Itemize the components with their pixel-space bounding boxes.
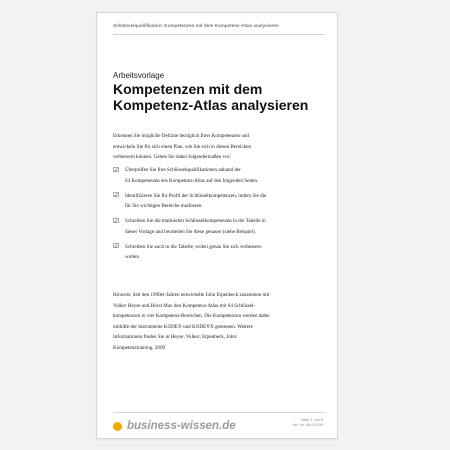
checklist-line: Schreiben Sie auch in die Tabelle, wobei genau Sie sich verbessern: [125, 243, 262, 250]
checklist: [113, 165, 319, 263]
checklist-item: [113, 242, 319, 263]
checked-box-icon: ☑: [113, 242, 120, 251]
hint-line: Volker Heyse und Horst Max den Kompetenz-Atlas mit 64 Schlüssel-: [113, 302, 256, 309]
hint-line: mithilfe der Instrumente KODE® und KODE®X gemessen. Weitere: [113, 323, 253, 330]
title-line: Kompetenzen mit dem: [113, 81, 263, 97]
intro-paragraph: [113, 131, 319, 163]
hint-line: Hinweis: Seit den 1990er-Jahren entwickelte John Erpenbeck zusammen mit: [113, 292, 270, 298]
document-kicker: Arbeitsvorlage: [113, 71, 165, 80]
checklist-item-text: [125, 191, 266, 212]
checklist-item-text: [125, 242, 262, 263]
page-number: Seite 1 von 6: [300, 418, 323, 422]
intro-line: Erkennen Sie mögliche Defizite bezüglich Ihrer Kompetenzen und: [113, 133, 249, 139]
checked-box-icon: ☑: [113, 216, 120, 225]
checklist-line: 64 Kompetenzen des Kompetenz-Atlas auf den folgenden Seiten.: [125, 177, 259, 184]
checklist-line: für Sie wichtigen Bereiche markieren.: [125, 203, 203, 209]
checklist-line: dieser Vorlage und beurteilen Sie diese genauer (siehe Beispiel).: [125, 228, 256, 235]
header-divider: [113, 34, 325, 35]
page-title: [113, 81, 323, 113]
checklist-item-text: [125, 165, 258, 186]
checklist-line: Überprüfen Sie Ihre Schlüsselqualifikationen anhand der: [125, 167, 241, 173]
hint-line: Kompetenztraining, 2009: [113, 344, 166, 351]
checklist-item: [113, 216, 319, 237]
hint-line: kompetenzen in vier Kompetenz-Bereichen. Die Kompetenzen werden dabei: [113, 313, 270, 319]
checked-box-icon: ☑: [113, 165, 120, 174]
brand-name: business-wissen.de: [127, 420, 236, 432]
article-number: Art.-Nr. 06.003.04: [293, 423, 323, 427]
hint-paragraph: [113, 290, 319, 353]
intro-line: verbessern können. Gehen Sie dabei folgendermaßen vor:: [113, 154, 231, 160]
checklist-item-text: [125, 216, 266, 237]
checked-box-icon: ☑: [113, 191, 120, 200]
checklist-line: Schreiben Sie die markierten Schlüsselkompetenzen in die Tabelle in: [125, 218, 266, 224]
brand-logo: [113, 420, 236, 432]
checklist-line: wollen.: [125, 254, 141, 260]
checklist-line: Identifizieren Sie Ihr Profil der Schlüsselkompetenzen, indem Sie die: [125, 192, 267, 199]
hint-line: Informationen finden Sie in Heyse, Volker; Erpenbeck, John:: [113, 334, 238, 340]
checklist-item: [113, 191, 319, 212]
document-page: [96, 12, 338, 439]
body-text: [113, 131, 319, 267]
title-line: Kompetenz-Atlas analysieren: [113, 97, 309, 113]
running-header: Schlüsselqualifikation: Kompetenzen mit dem Kompetenz-Atlas analysieren: [113, 23, 279, 28]
intro-line: entwickeln Sie für sich einen Plan, wie Sie sich in diesen Bereichen: [113, 143, 252, 150]
brand-dot-icon: [113, 422, 122, 431]
footer-divider: [113, 412, 325, 413]
page-info: [293, 418, 323, 428]
checklist-item: [113, 165, 319, 186]
